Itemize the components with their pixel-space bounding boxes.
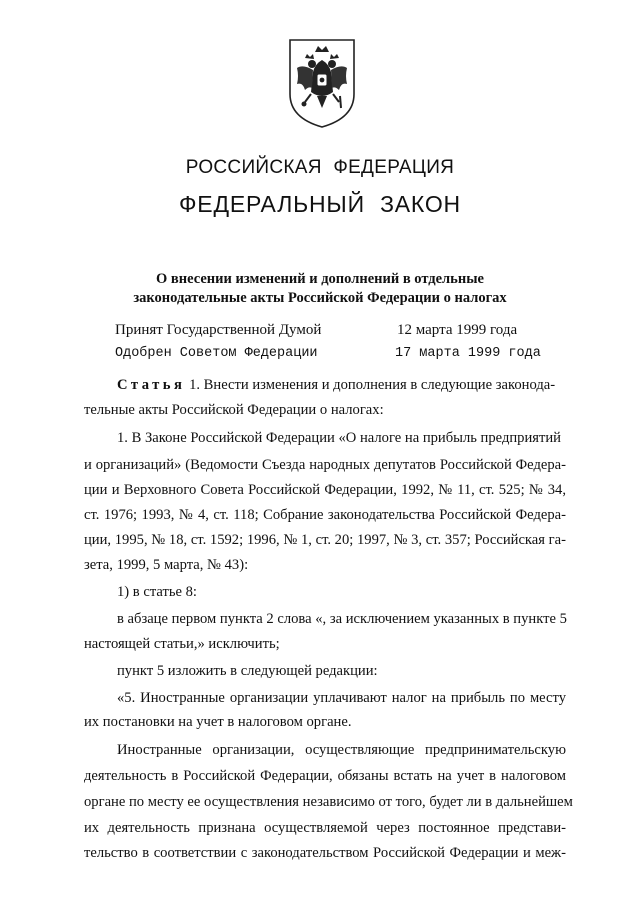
- body-line: ст. 1976; 1993, № 4, ст. 118; Собрание законодательства Российской Федера-: [84, 507, 566, 523]
- law-title: [60, 270, 580, 308]
- adoption-duma: [115, 322, 545, 342]
- body-line: тельные акты Российской Федерации о налогах:: [84, 402, 384, 418]
- body-line: в абзаце первом пункта 2 слова «, за исключением указанных в пункте 5: [117, 611, 567, 627]
- article-word: Статья: [117, 377, 186, 393]
- document-type: ФЕДЕРАЛЬНЫЙ ЗАКОН: [179, 191, 461, 217]
- coat-of-arms-russia-icon: [285, 34, 359, 130]
- article-heading-line: [117, 375, 566, 395]
- adoption-federation-council: [115, 346, 545, 366]
- body-line: органе по месту ее осуществления независимо от того, будет ли в дальнейшем: [84, 794, 573, 810]
- body-line: пункт 5 изложить в следующей редакции:: [117, 663, 378, 679]
- article-number: 1.: [189, 377, 201, 393]
- law-title-line: законодательные акты Российской Федерации о налогах: [133, 290, 507, 306]
- adoption-date: 17 марта 1999 года: [395, 346, 541, 361]
- body-line: тельство в соответствии с законодательством Российской Федерации и меж-: [84, 845, 566, 861]
- law-title-line: О внесении изменений и дополнений в отдельные: [156, 271, 484, 287]
- body-line: зета, 1999, 5 марта, № 43):: [84, 557, 249, 573]
- body-line: их деятельность признана осуществляемой через постоянное представи-: [84, 820, 566, 836]
- body-line: настоящей статьи,» исключить;: [84, 636, 280, 652]
- body-line: деятельность в Российской Федерации, обязаны встать на учет в налоговом: [84, 768, 566, 784]
- body-line: ции и Верховного Совета Российской Федерации, 1992, № 11, ст. 525; № 34,: [84, 482, 566, 498]
- adoption-label: Одобрен Советом Федерации: [115, 346, 318, 361]
- adoption-label: Принят Государственной Думой: [115, 322, 322, 338]
- body-line: 1. В Законе Российской Федерации «О налоге на прибыль предприятий: [117, 430, 561, 446]
- adoption-date: 12 марта 1999 года: [397, 322, 518, 338]
- body-line: 1) в статье 8:: [117, 584, 197, 600]
- body-line: Внести изменения и дополнения в следующие законода-: [203, 377, 556, 393]
- body-line: их постановки на учет в налоговом органе.: [84, 714, 352, 730]
- body-line: и организаций» (Ведомости Съезда народных депутатов Российской Федера-: [84, 457, 566, 473]
- body-line: Иностранные организации, осуществляющие предпринимательскую: [117, 742, 566, 758]
- body-line: ции, 1995, № 18, ст. 1592; 1996, № 1, ст. 20; 1997, № 3, ст. 357; Российская га-: [84, 532, 566, 548]
- body-line: «5. Иностранные организации уплачивают налог на прибыль по месту: [117, 690, 566, 706]
- country-name: РОССИЙСКАЯ ФЕДЕРАЦИЯ: [185, 157, 455, 178]
